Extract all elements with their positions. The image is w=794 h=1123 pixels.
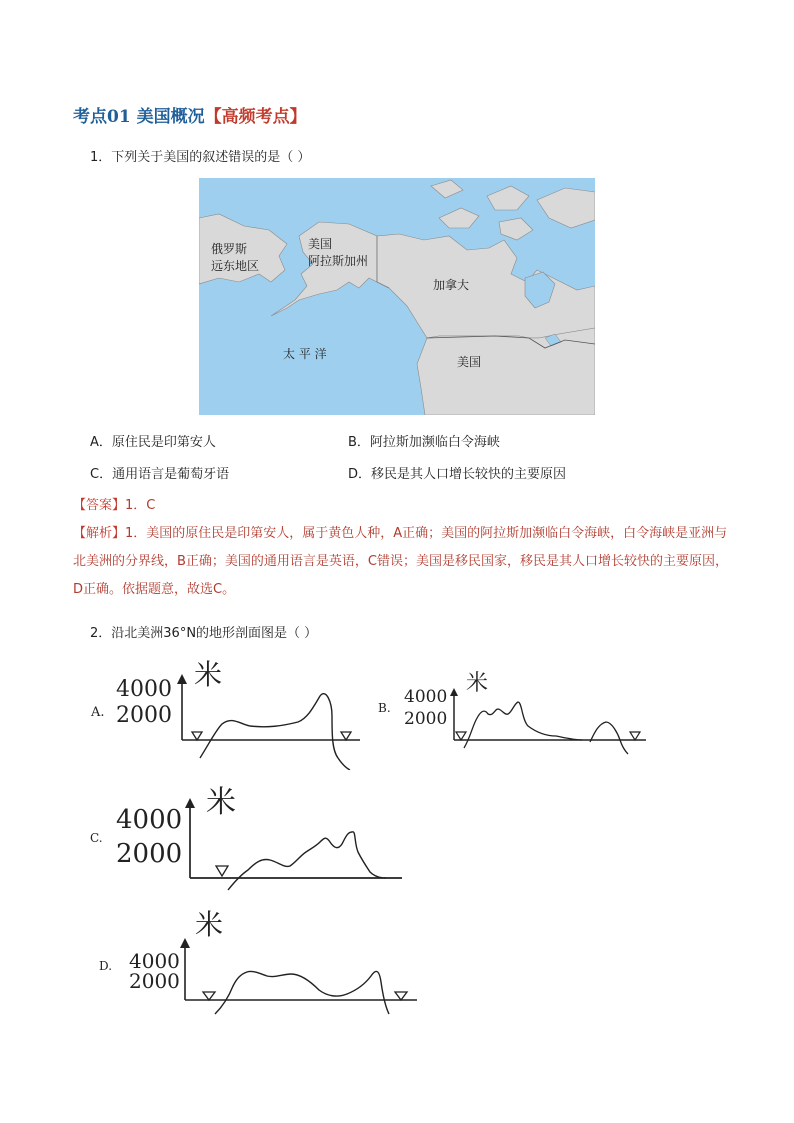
answer-tag: 【答案】 [73,498,126,513]
q1-analysis [73,520,733,604]
q1-option-b: B．阿拉斯加濒临白令海峡 [348,435,500,450]
profile-a-terrain [200,694,350,770]
profile-b-terrain [464,702,628,754]
label-russia-2: 远东地区 [211,259,260,273]
analysis-tag: 【解析】 [73,526,126,541]
q1-option-c: C．通用语言是葡萄牙语 [90,467,230,482]
profile-a-axis-arrow [177,674,187,684]
profile-d-tick-4000: 4000 [129,949,180,973]
profile-b-tick-4000: 4000 [404,687,448,707]
profile-a-sea-marker [341,732,351,740]
section-title [73,102,307,127]
profile-d-axis-arrow [180,938,190,948]
profile-b-sea-marker [630,732,640,740]
profile-c-axis-arrow [185,798,195,808]
profile-a-tick-4000: 4000 [116,677,172,702]
question-1-stem: 1．下列关于美国的叙述错误的是（ ） [90,150,311,165]
profile-a [88,650,368,770]
label-alaska-1: 美国 [308,237,333,251]
profile-c-unit: 米 [206,785,236,820]
profile-d-tick-2000: 2000 [129,969,180,993]
profile-c-terrain [228,832,386,890]
profile-d-unit: 米 [195,908,224,941]
usa-land [417,328,595,415]
profile-c [90,782,410,894]
profile-c-tick-2000: 2000 [116,839,183,869]
q1-option-a: A．原住民是印第安人 [90,435,216,450]
profile-b-sea-marker [456,732,466,740]
profile-a-unit: 米 [194,658,223,691]
profile-a-label: A. [91,705,105,720]
title-tag: 【高频考点】 [204,107,307,127]
label-pacific: 太 平 洋 [283,347,327,361]
question-2-stem: 2．沿北美洲36°N的地形剖面图是（ ） [90,626,318,641]
profile-b-tick-2000: 2000 [404,709,448,729]
profile-d-sea-marker [203,992,215,1000]
label-canada: 加拿大 [433,278,470,292]
answer-value: 1．C [125,498,156,513]
profile-c-label: C. [90,831,103,845]
profile-b-unit: 米 [466,671,489,696]
q1-answer [73,494,155,513]
profile-d-terrain [215,971,389,1014]
profile-c-sea-marker [216,866,228,876]
profile-b-label: B. [378,701,391,715]
title-main: 考点01 美国概况 [73,107,205,127]
profile-a-sea-marker [192,732,202,740]
label-russia-1: 俄罗斯 [211,242,248,256]
profile-d-sea-marker [395,992,407,1000]
label-alaska-2: 阿拉斯加州 [308,254,369,268]
label-usa: 美国 [457,355,482,369]
profile-d-label: D. [99,959,113,973]
profile-b [376,662,656,772]
analysis-text: 1．美国的原住民是印第安人，属于黄色人种，A正确；美国的阿拉斯加濒临白令海峡，白令海峡是亚洲与北美洲的分界线，B正确；美国的通用语言是英语，C错误；美国是移民国家，移民是其人口增长较快的主要原因，D正确。依据题意，故选C。 [73,526,728,597]
profile-d [97,906,417,1022]
profile-b-axis-arrow [450,688,458,696]
profile-a-tick-2000: 2000 [116,703,172,728]
profile-c-tick-4000: 4000 [116,805,183,835]
north-america-map [199,178,595,415]
q1-option-d: D．移民是其人口增长较快的主要原因 [348,467,567,482]
